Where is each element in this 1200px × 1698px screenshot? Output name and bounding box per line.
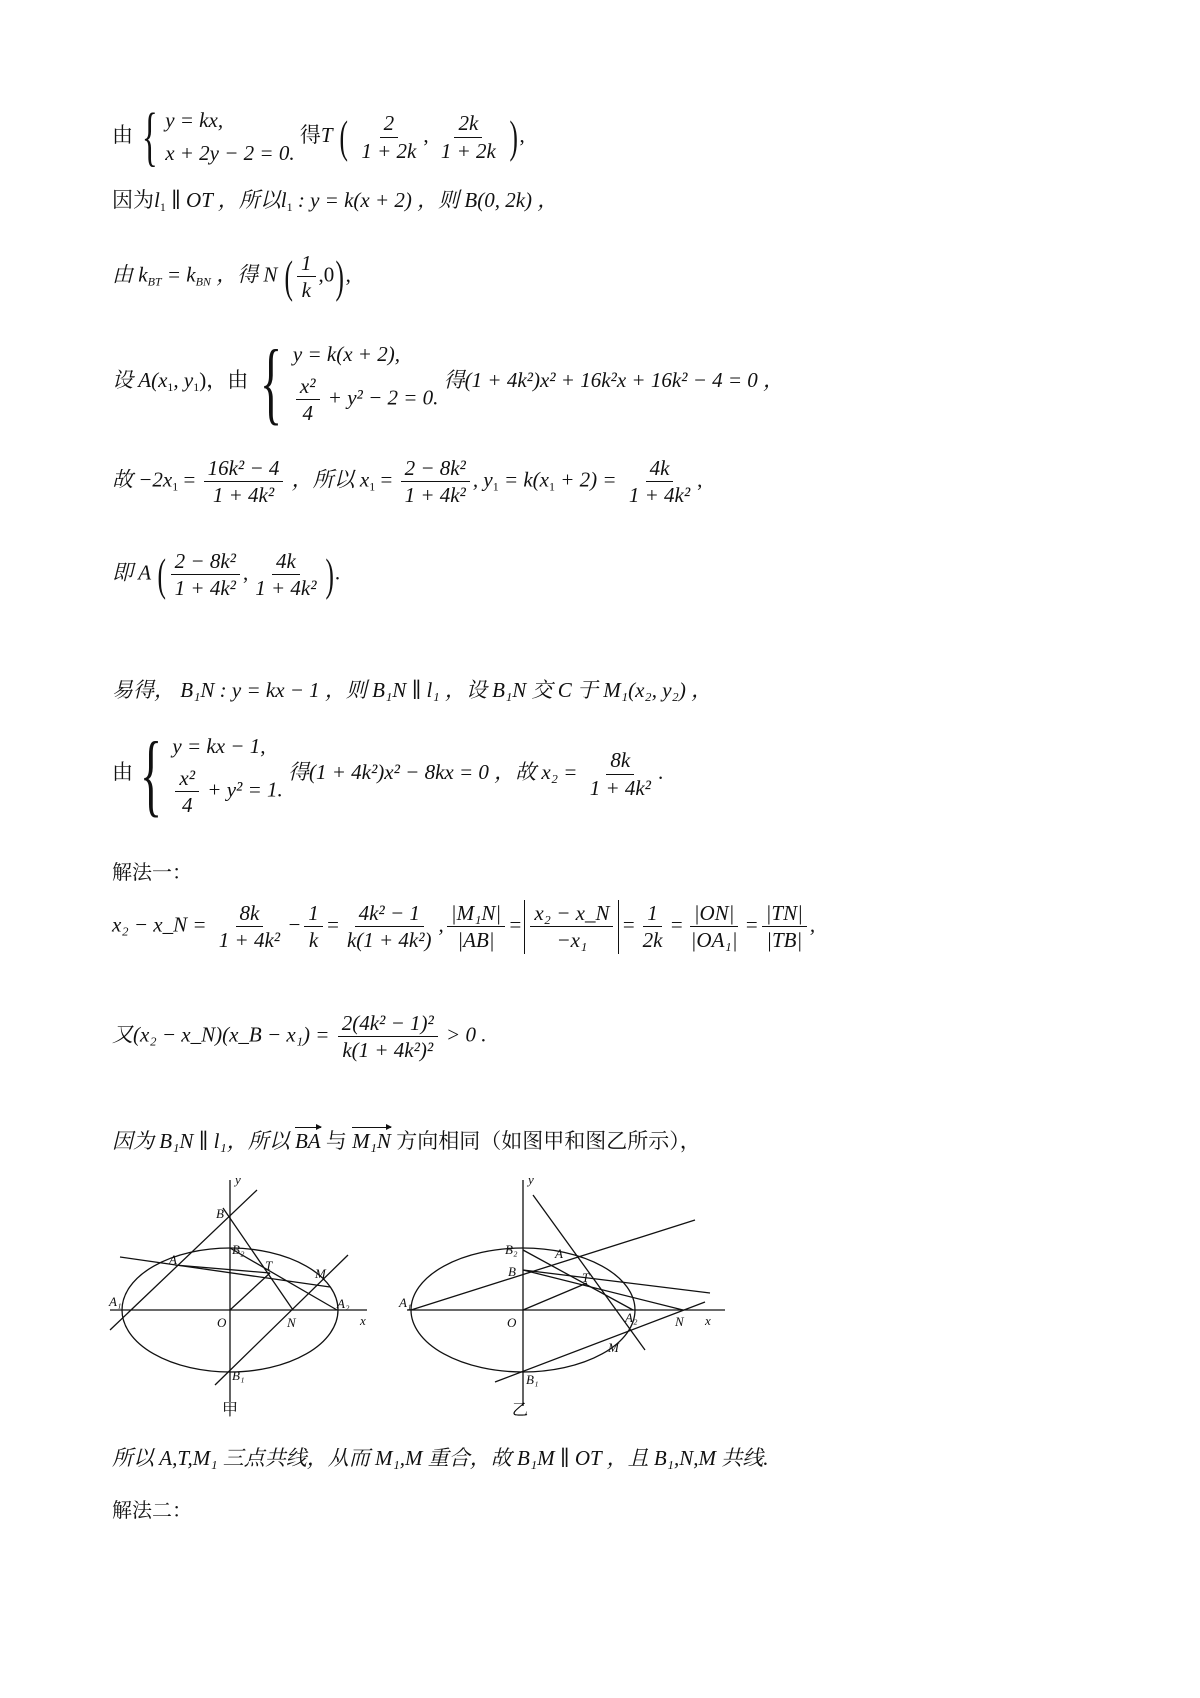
label-B2: B₂ [232, 1242, 245, 1257]
paren-right: ) [324, 548, 334, 600]
label-A2: A₂ [625, 1310, 638, 1325]
numerator: 2 [380, 110, 399, 137]
eq-line-12: 所以 A,T,M₁ 三点共线，从而 M₁,M 重合，故 B₁M ∥ OT ，且 B₁,N,M 共线. [112, 1446, 769, 1470]
line-B-N [223, 1208, 293, 1310]
system-A [293, 337, 439, 426]
numerator: 4k² − 1 [355, 900, 424, 927]
eq-line-9: x₂ − x_N = $\frac{8k}{\text{1 + 4k²}}$ − $\frac{1}{k}$ = $\frac{\text{4k² − 1}}{\text{k(1 + 4k²)}}$ , $\frac{\text{|M₁N|}}{|AB|}$ = $\frac{\text{x₂ − x\_N}}{\text{−x₁}}$ = $\frac{1}{2k}$ = $\frac{|ON|}{\text{|OA₁|}}$ = $\frac{|TN|}{|TB|}$ , [112, 901, 816, 953]
line-B-A [523, 1270, 710, 1293]
text-you: 由 [112, 122, 133, 147]
text: 方向相同（如图甲和图乙所示）， [396, 1129, 701, 1153]
numerator: 2 − 8k² [171, 548, 240, 575]
fraction [437, 110, 500, 164]
numerator: 8k [236, 900, 264, 927]
denominator: |AB| [457, 928, 495, 953]
eq-line-3: 由 $k_{BT} = k_{BN}$ ，得 N ( $\frac{1}{k}$ ,0), [112, 250, 351, 303]
fraction [338, 1010, 438, 1064]
line-B1-M [215, 1255, 348, 1385]
text: 故 −2x [112, 467, 173, 492]
numerator: x² [296, 373, 320, 400]
var-l: l [280, 188, 287, 212]
fraction [639, 900, 667, 954]
denominator: k(1 + 4k²) [346, 928, 432, 953]
eq-line-7: 易得， B₁N : y = kx − 1 ，则 B₁N ∥ l₁ ，设 B₁N 交 C 于 M₁(x₂, y₂) ， [112, 678, 713, 702]
denominator: 1 + 4k² [255, 576, 317, 601]
text: = k(x [498, 467, 549, 492]
numerator: 1 [304, 900, 323, 927]
label-A2: A₂ [337, 1296, 350, 1311]
label-B2: B₂ [505, 1242, 518, 1257]
caption-yi: 乙 [512, 1402, 529, 1419]
line-l1 [110, 1190, 257, 1330]
numerator: |M₁N| [447, 900, 505, 927]
text: 得(1 + 4k²)x² + 16k²x + 16k² − 4 = 0 ， [443, 367, 785, 392]
label-A: A [555, 1246, 563, 1261]
numerator: 4k [272, 548, 300, 575]
line-B1-M [495, 1302, 705, 1382]
text-de: 得 [299, 122, 321, 147]
label-y: y [235, 1172, 241, 1187]
text: + y² = 1. [202, 777, 283, 802]
text: 与 [325, 1129, 347, 1153]
eq-line-5: 故 $-2x_1$ = $\frac{\text{16k² − 4}}{\text{1 + 4k²}}$ ，所以 $x_1$ = $\frac{\text{2 − 8k²}}{\text{1 + 4k²}}$ , $y_1 = k(x_1 + 2)$ = $\frac{4k}{\text{1 + 4k²}}$ , [112, 456, 703, 508]
label-T: T [582, 1270, 590, 1285]
fraction [204, 455, 284, 509]
fraction [171, 548, 240, 602]
numerator: 2(4k² − 1)² [338, 1010, 438, 1037]
fraction [357, 110, 420, 164]
eq-line-2 [112, 190, 558, 213]
denominator: k [301, 278, 311, 303]
denominator: 1 + 4k² [218, 928, 281, 953]
abs-value [524, 900, 619, 954]
label-y: y [528, 1172, 534, 1187]
denominator: |OA₁| [690, 928, 738, 953]
point-T: T [320, 122, 333, 147]
text: 由 k [112, 262, 148, 287]
denominator: −x₁ [556, 928, 588, 953]
fraction [586, 747, 655, 801]
label-T: T [265, 1258, 273, 1273]
numerator: x² [175, 765, 199, 792]
denominator: k [308, 928, 319, 953]
brace: { [260, 331, 283, 433]
line-O-T [230, 1273, 270, 1310]
caption-jia: 甲 [222, 1402, 239, 1419]
paren-left: ( [284, 250, 293, 302]
figure-jia [105, 1170, 415, 1420]
label-x: x [360, 1313, 366, 1328]
label-B: B [216, 1206, 224, 1221]
system-T [165, 104, 294, 169]
line-B-N [523, 1270, 683, 1310]
var-l: l [154, 188, 160, 212]
numerator: |TN| [762, 900, 807, 927]
eq-line-6: 即 A ( $\frac{\text{2 − 8k²}}{\text{1 + 4k²}}$ , $\frac{4k}{\text{1 + 4k²}}$ ). [112, 548, 341, 601]
fraction [401, 455, 470, 509]
text: 即 A [112, 560, 152, 585]
label-N: N [675, 1314, 684, 1329]
numerator: 8k [606, 747, 634, 774]
label-O: O [217, 1315, 227, 1330]
text: 因为 B₁N ∥ l₁，所以 [112, 1129, 290, 1153]
denominator: 1 + 2k [361, 138, 417, 163]
denominator: 2k [642, 928, 663, 953]
sub: 1 [159, 200, 166, 214]
text: ，所以 x [291, 467, 370, 492]
sys-row: y = k(x + 2), [292, 342, 400, 367]
numerator: 16k² − 4 [204, 455, 284, 482]
text: + y² − 2 = 0. [322, 385, 439, 410]
text: x₂ − x_N = [112, 912, 207, 937]
label-A1: A₁ [109, 1294, 122, 1309]
numerator: |ON| [690, 900, 739, 927]
fraction [625, 455, 694, 509]
system-M1 [172, 729, 282, 818]
numerator: 4k [646, 455, 674, 482]
numerator: x₂ − x_N [530, 900, 613, 927]
line-l1 [411, 1220, 695, 1310]
label-O: O [507, 1315, 517, 1330]
line-B2-A2 [523, 1250, 633, 1310]
denominator: 1 + 2k [440, 138, 496, 163]
fraction [297, 250, 316, 304]
denominator: 4 [181, 793, 193, 818]
sys-row [293, 373, 439, 427]
label-x: x [705, 1313, 711, 1328]
vector-BA: BA [295, 1125, 321, 1152]
eq-line-4: 设 $A(x_1$, $y_1$)，由 { y = k(x + 2), $\frac{\text{x²}}{4}$ + y² − 2 = 0. 得(1 + 4k²)x² + 16k²x + 16k² − 4 = 0 ， [112, 331, 785, 433]
denominator: 1 + 4k² [589, 775, 651, 800]
numerator: 2k [454, 110, 482, 137]
text: 得(1 + 4k²)x² − 8kx = 0 ，故 x₂ = [288, 759, 578, 784]
label-B1: B₁ [526, 1372, 539, 1387]
denominator: 1 + 4k² [212, 483, 275, 508]
label-M: M [608, 1340, 619, 1355]
text: + 2) = [555, 467, 617, 492]
line-O-T [523, 1283, 587, 1310]
denominator: 4 [302, 401, 313, 426]
paren-left: ( [339, 111, 348, 162]
fraction [251, 548, 320, 602]
label-M: M [315, 1266, 326, 1281]
text: 设 A(x [112, 367, 168, 392]
sub: BN [195, 274, 211, 289]
sub: 1 [286, 200, 293, 214]
denominator: 1 + 4k² [628, 483, 691, 508]
sys-row: y = kx, [165, 108, 224, 133]
denominator: |TB| [766, 928, 803, 953]
eq-line-10 [112, 1010, 486, 1064]
paren-right: ) [335, 250, 345, 302]
numerator: 1 [643, 900, 662, 927]
label-B1: B₁ [232, 1368, 245, 1383]
eq-line-11 [112, 1125, 701, 1152]
text: = k [161, 262, 196, 287]
fraction [762, 900, 807, 954]
numerator: 1 [297, 250, 316, 277]
text: , y [173, 367, 194, 392]
fraction [304, 900, 323, 954]
paren-left: ( [157, 548, 167, 600]
text: 因为 [112, 188, 154, 212]
numerator: 2 − 8k² [401, 455, 470, 482]
label-A1: A₁ [399, 1295, 412, 1310]
fraction [296, 373, 320, 427]
fraction [175, 765, 199, 819]
text: : y = k(x + 2) ，则 B(0, 2k) ， [292, 188, 559, 212]
method-2-heading: 解法二： [112, 1498, 192, 1522]
text: ∥ OT ，所以 [165, 188, 281, 212]
label-A: A [169, 1252, 177, 1267]
sys-row: x + 2y − 2 = 0. [165, 141, 295, 165]
text: 又(x₂ − x_N)(x_B − x₁) = [112, 1022, 330, 1047]
text: > 0 . [446, 1022, 487, 1047]
label-B: B [508, 1264, 516, 1279]
fraction [530, 900, 613, 954]
sub: BT [147, 274, 162, 289]
sys-row [172, 765, 282, 819]
label-N: N [287, 1315, 296, 1330]
sys-row: y = kx − 1, [172, 734, 266, 759]
text: ，得 N [210, 262, 278, 287]
fraction [343, 900, 436, 954]
denominator: k(1 + 4k²)² [342, 1038, 434, 1063]
text: , y [472, 467, 493, 492]
vector-M1N: M₁N [352, 1125, 391, 1152]
fraction [447, 900, 505, 954]
paren-right: ) [509, 111, 518, 162]
text: )，由 [199, 367, 249, 392]
figure-yi [399, 1170, 765, 1420]
fraction [215, 900, 284, 954]
fraction [687, 900, 742, 954]
eq-line-1: 由 { y = kx, x + 2y − 2 = 0. 得T ( $\frac{2}{1 + 2k}$ , $\frac{2k}{1 + 2k}$ ), [112, 100, 525, 173]
text: ,0 [318, 262, 335, 287]
brace: { [140, 723, 163, 825]
method-1-heading: 解法一： [112, 860, 192, 884]
brace: { [142, 100, 159, 173]
eq-line-8: 由{ y = kx − 1, $\frac{\text{x²}}{4}$ + y² = 1. 得(1 + 4k²)x² − 8kx = 0 ，故 x₂ = $\frac{8k}{\text{1 + 4k²}}$ . [112, 723, 664, 825]
denominator: 1 + 4k² [404, 483, 466, 508]
denominator: 1 + 4k² [174, 576, 236, 601]
